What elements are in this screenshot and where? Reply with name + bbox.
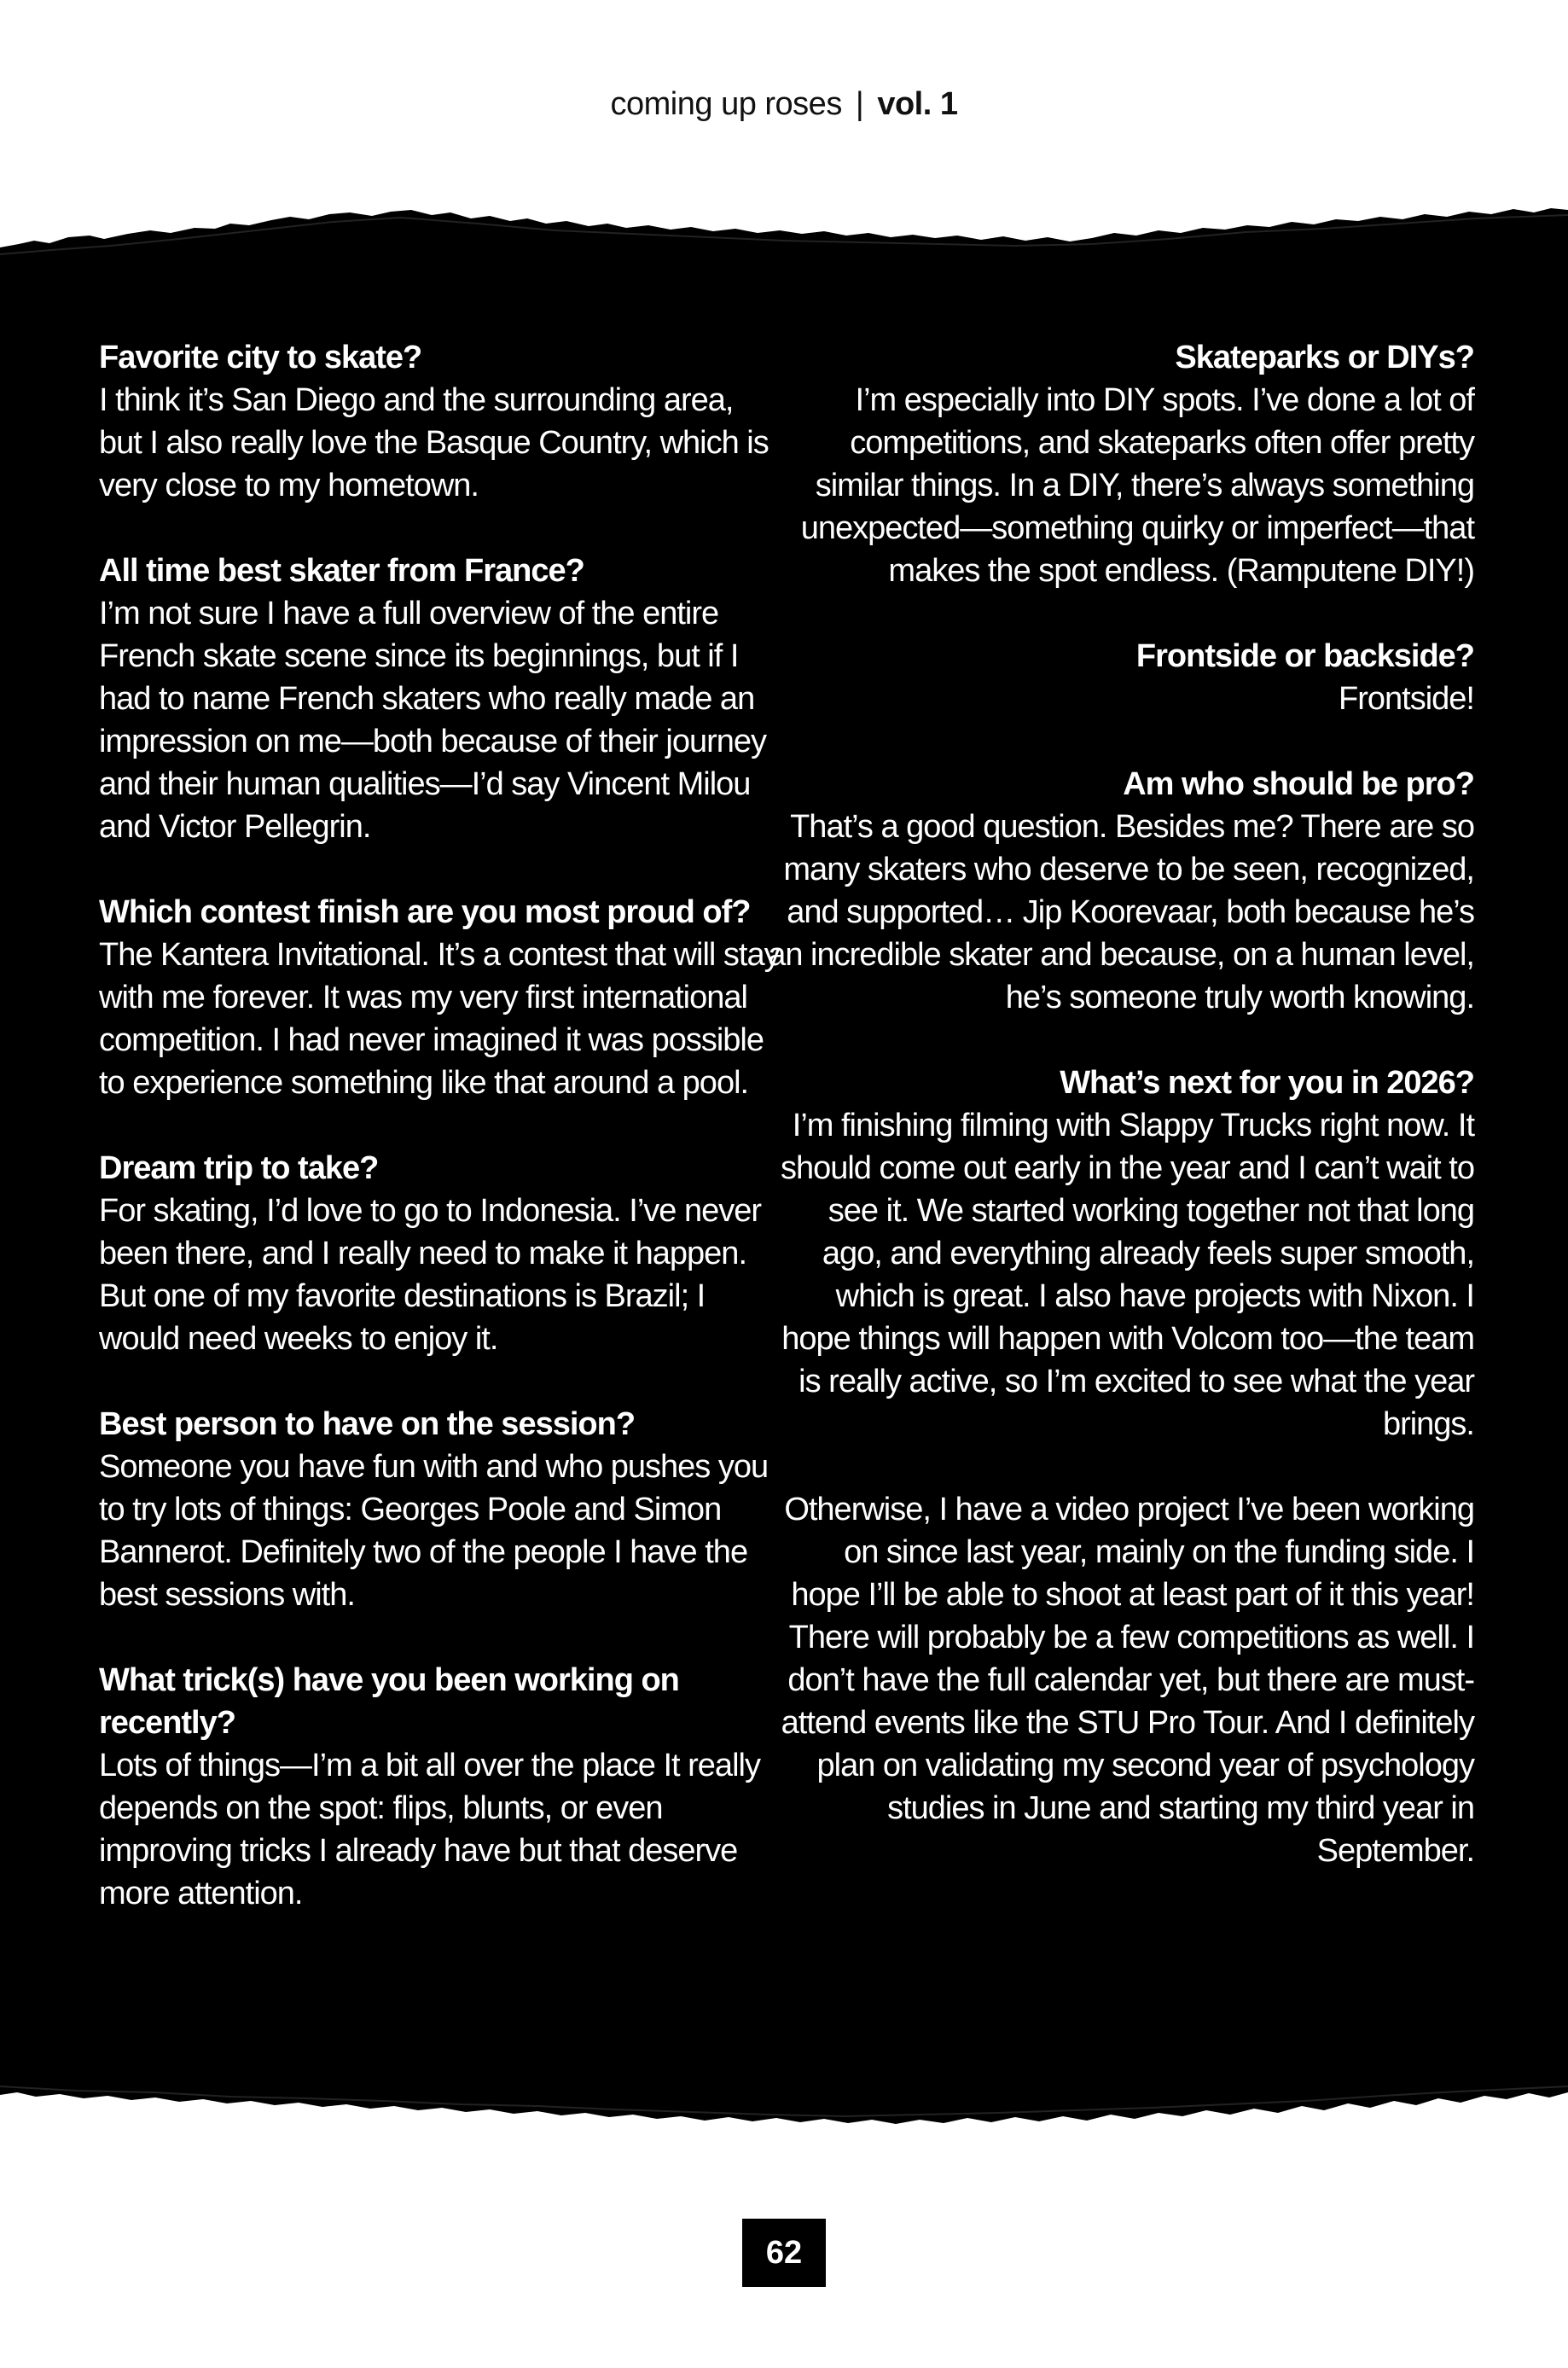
- qa-favorite-city: [99, 336, 781, 507]
- question-heading: Dream trip to take?: [99, 1150, 379, 1186]
- qa-current-tricks: [99, 1659, 781, 1915]
- question-heading: Which contest finish are you most proud of?: [99, 894, 751, 930]
- question-heading: Am who should be pro?: [1123, 766, 1474, 802]
- qa-best-skater-france: [99, 550, 781, 848]
- qa-skateparks-or-diys: [768, 336, 1474, 592]
- answer-text: For skating, I’d love to go to Indonesia. I’ve never been there, and I really need to make it happen. But one of my favorite destinations is Brazil; I would need weeks to enjoy it.: [99, 1193, 762, 1357]
- page-number: 62: [742, 2219, 826, 2287]
- qa-dream-trip: [99, 1147, 781, 1360]
- answer-text: Lots of things—I’m a bit all over the place It really depends on the spot: flips, blunts, or even improving tricks I already have but that deserve more attention.: [99, 1748, 760, 1911]
- answer-text: The Kantera Invitational. It’s a contest that will stay with me forever. It was my very first international competition. I had never imagined it was possible to experience something like that around a pool.: [99, 937, 780, 1101]
- header-separator: |: [855, 86, 864, 122]
- magazine-title: coming up roses: [610, 86, 842, 122]
- qa-who-should-be-pro: [768, 763, 1474, 1019]
- qa-best-session-person: [99, 1403, 781, 1616]
- qa-frontside-backside: [768, 635, 1474, 720]
- right-column: [768, 336, 1474, 1915]
- answer-text: I’m finishing filming with Slappy Trucks right now. It should come out early in the year and I can’t wait to see it. We started working together not that long ago, and everything already feels super smooth, which is great. I also have projects with Nixon. I hope things will happen with Volcom too—the team is really active, so I’m excited to see what the year brings.: [780, 1108, 1474, 1442]
- question-heading: What trick(s) have you been working on recently?: [99, 1662, 679, 1741]
- question-heading: All time best skater from France?: [99, 553, 584, 589]
- qa-next-in-2026: [768, 1062, 1474, 1446]
- answer-text: Someone you have fun with and who pushes you to try lots of things: Georges Poole and Simon Bannerot. Definitely two of the people I have the best sessions with.: [99, 1449, 769, 1613]
- interview-content: [0, 336, 1568, 2043]
- volume-label: vol. 1: [877, 86, 958, 122]
- question-heading: Best person to have on the session?: [99, 1406, 636, 1442]
- left-column: [99, 336, 781, 1958]
- question-heading: Frontside or backside?: [1135, 638, 1474, 674]
- answer-text: I think it’s San Diego and the surrounding area, but I also really love the Basque Country, which is very close to my hometown.: [99, 382, 769, 503]
- answer-text: I’m not sure I have a full overview of the entire French skate scene since its beginnings, but if I had to name French skaters who really made an impression on me—both because of their journey and their human qualities—I’d say Vincent Milou and Victor Pellegrin.: [99, 596, 767, 845]
- question-heading: Skateparks or DIYs?: [1175, 340, 1474, 375]
- answer-text: That’s a good question. Besides me? There are so many skaters who deserve to be seen, recognized, and supported… Jip Koorevaar, both because he’s an incredible skater and because, on a human level, he’s someone truly worth knowing.: [768, 809, 1474, 1015]
- question-heading: Favorite city to skate?: [99, 340, 422, 375]
- running-header: [0, 85, 1568, 125]
- closing-paragraph: Otherwise, I have a video project I’ve been working on since last year, mainly on the funding side. I hope I’ll be able to shoot at least part of it this year! There will probably be a few competitions as well. I don’t have the full calendar yet, but there are must-attend events like the STU Pro Tour. And I definitely plan on validating my second year of psychology studies in June and starting my third year in September.: [781, 1492, 1474, 1869]
- answer-text: Frontside!: [1339, 681, 1474, 717]
- question-heading: What’s next for you in 2026?: [1060, 1065, 1474, 1101]
- qa-contest-finish: [99, 891, 781, 1104]
- answer-text: I’m especially into DIY spots. I’ve done a lot of competitions, and skateparks often offer pretty similar things. In a DIY, there’s always something unexpected—something quirky or imperfect—that makes the spot endless. (Ramputene DIY!): [800, 382, 1474, 589]
